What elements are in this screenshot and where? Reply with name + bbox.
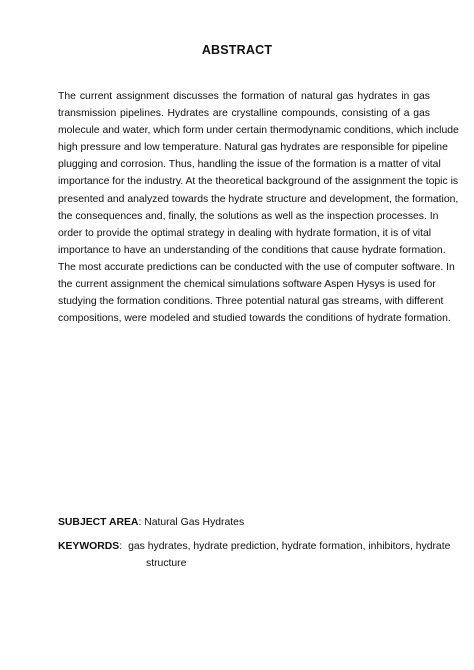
keywords-continuation [146, 555, 186, 572]
abstract-line: The current assignment discusses the formation of natural gas hydrates in gas [58, 91, 430, 102]
abstract-line: importance to have an understanding of the conditions that cause hydrate formation. [58, 244, 446, 256]
subject-area-value: Natural Gas Hydrates [144, 517, 245, 528]
subject-area-separator: : [138, 517, 142, 528]
abstract-line: molecule and water, which form under certain thermodynamic conditions, which include [58, 125, 459, 137]
abstract-line: studying the formation conditions. Three potential natural gas streams, with different [58, 296, 444, 308]
keywords-value-line1: gas hydrates, hydrate prediction, hydrate formation, inhibitors, hydrate [128, 541, 451, 552]
abstract-line: order to provide the optimal strategy in dealing with hydrate formation, it is of vital [58, 227, 432, 239]
abstract-title: ABSTRACT [201, 43, 273, 57]
abstract-line: compositions, were modeled and studied towards the conditions of hydrate formation. [58, 313, 451, 325]
abstract-line: The most accurate predictions can be conducted with the use of computer software. In [58, 261, 455, 273]
abstract-line: plugging and corrosion. Thus, handling the issue of the formation is a matter of vital [58, 159, 441, 171]
keywords-value-line2: structure [146, 558, 187, 569]
abstract-line: the consequences and, finally, the solutions as well as the inspection processes. In [58, 210, 439, 222]
abstract-line: presented and analyzed towards the hydrate structure and development, the formation, [58, 193, 459, 205]
abstract-line: the current assignment the chemical simulations software Aspen Hysys is used for [58, 279, 436, 291]
abstract-line: transmission pipelines. Hydrates are crystalline compounds, consisting of a gas [58, 108, 430, 120]
abstract-line: high pressure and low temperature. Natural gas hydrates are responsible for pipeline [58, 142, 448, 154]
abstract-line: importance for the industry. At the theoretical background of the assignment the topic is [58, 176, 459, 188]
keywords [58, 538, 450, 555]
subject-area [58, 514, 244, 531]
abstract-body [58, 88, 459, 327]
keywords-label: KEYWORDS [58, 541, 120, 552]
keywords-separator: : [119, 541, 123, 552]
subject-area-label: SUBJECT AREA [58, 517, 139, 528]
